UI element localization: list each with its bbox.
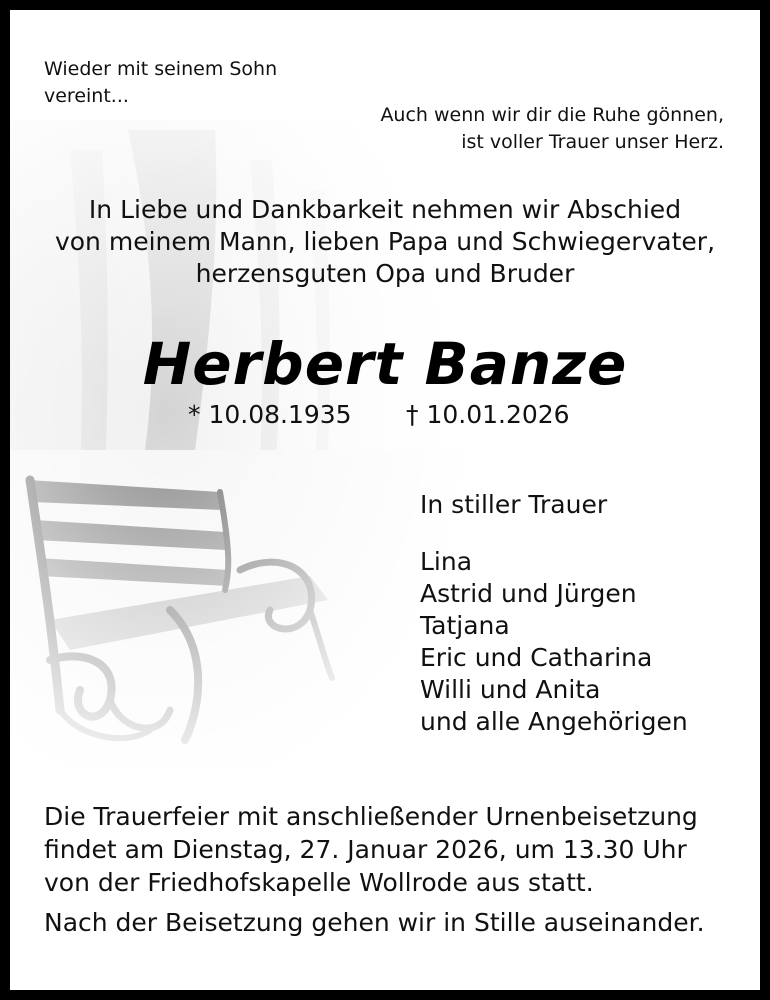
mourners-list — [420, 546, 688, 738]
intro-line-3: herzensguten Opa und Bruder — [195, 259, 575, 288]
quote-left-line-1: Wieder mit seinem Sohn — [44, 58, 278, 80]
mourner-name: Tatjana — [420, 611, 510, 640]
mourner-name: Willi und Anita — [420, 675, 601, 704]
mourner-name: Astrid und Jürgen — [420, 579, 637, 608]
quote-right-line-2: ist voller Trauer unser Herz. — [461, 131, 724, 153]
quote-right — [380, 102, 724, 156]
funeral-details — [44, 800, 698, 899]
deceased-name: Herbert Banze — [142, 330, 628, 398]
mourner-name: und alle Angehörigen — [420, 707, 688, 736]
intro-line-1: In Liebe und Dankbarkeit nehmen wir Abschied — [88, 195, 682, 224]
birth-date: * 10.08.1935 — [188, 400, 352, 429]
intro-line-2: von meinem Mann, lieben Papa und Schwiegervater, — [54, 227, 716, 256]
quote-right-line-1: Auch wenn wir dir die Ruhe gönnen, — [380, 104, 724, 126]
closing-line: Nach der Beisetzung gehen wir in Stille auseinander. — [44, 908, 705, 937]
mourners-heading: In stiller Trauer — [420, 490, 608, 519]
death-date: † 10.01.2026 — [406, 400, 570, 429]
mourner-name: Eric und Catharina — [420, 643, 653, 672]
funeral-line-2: findet am Dienstag, 27. Januar 2026, um 13.30 Uhr — [44, 835, 687, 864]
quote-left — [44, 56, 277, 110]
funeral-line-3: von der Friedhofskapelle Wollrode aus statt. — [44, 868, 594, 897]
quote-left-line-2: vereint... — [44, 85, 129, 107]
mourner-name: Lina — [420, 547, 473, 576]
intro-text — [10, 194, 760, 290]
funeral-line-1: Die Trauerfeier mit anschließender Urnenbeisetzung — [44, 802, 698, 831]
